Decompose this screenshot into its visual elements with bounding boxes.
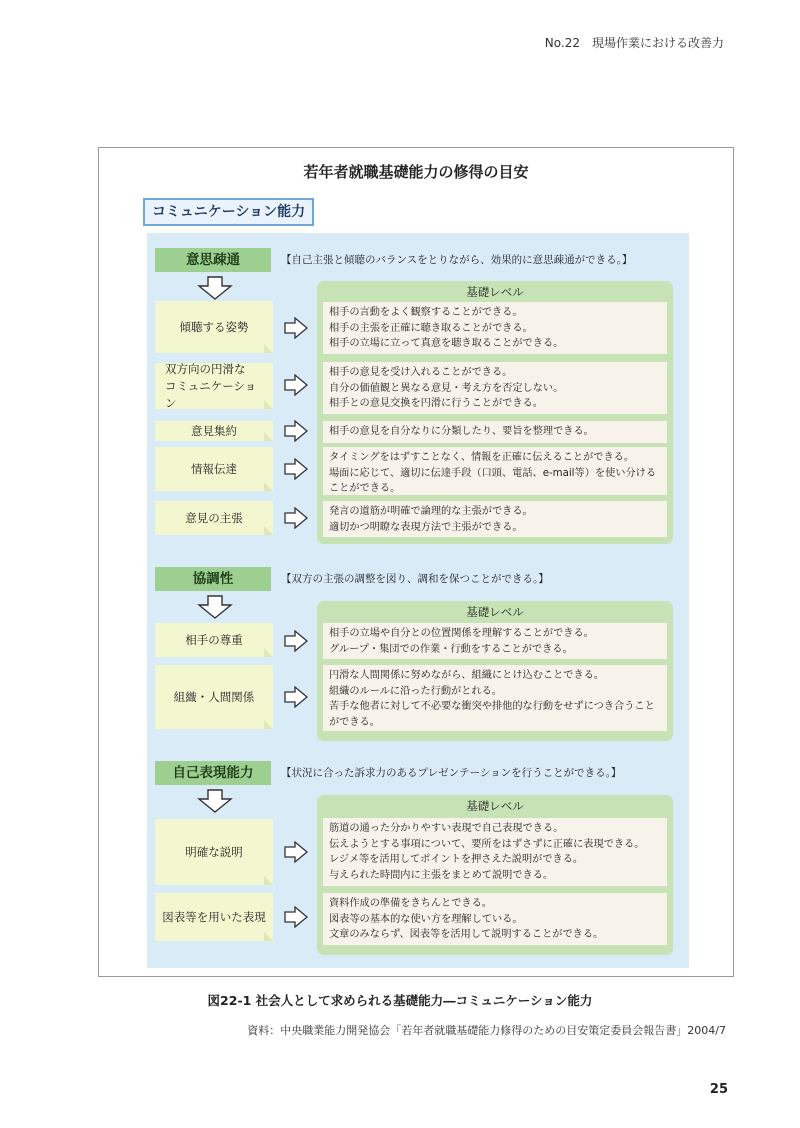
- skill-item: [155, 447, 273, 491]
- description-line: 発言の道筋が明確で論理的な主張ができる。: [329, 506, 533, 517]
- source-note: 資料：中央職業能力開発協会「若年者就職基礎能力修得のための目安策定委員会報告書」2004/7: [247, 1024, 726, 1037]
- description-line: タイミングをはずすことなく、情報を正確に伝えることができる。: [329, 452, 635, 463]
- skills-panel: [147, 233, 689, 968]
- skill-description: [323, 893, 667, 945]
- skill-description: [323, 421, 667, 443]
- skill-name: 相手の尊重: [185, 632, 243, 647]
- right-arrow-icon: [284, 507, 308, 529]
- skill-item: [155, 665, 273, 729]
- section-description: 【双方の主張の調整を図り、調和を保つことができる。】: [281, 573, 549, 585]
- figure-title: 若年者就職基礎能力の修得の目安: [303, 163, 529, 181]
- description-line: 円滑な人間関係に努めながら、組織にとけ込むことできる。: [329, 670, 605, 681]
- section-description: 【状況に合った訴求力のあるプレゼンテーションを行うことができる。】: [281, 767, 622, 779]
- section-label-cooperation: 協調性: [155, 567, 271, 591]
- skill-description: [323, 665, 667, 731]
- skill-name: 傾聴する姿勢: [179, 319, 249, 334]
- skill-name: 意見の主張: [185, 510, 243, 525]
- skill-description: [323, 501, 667, 537]
- description-line: レジメ等を活用してポイントを押さえた説明ができる。: [329, 854, 584, 865]
- description-line: 相手との意見交換を円滑に行うことができる。: [329, 398, 543, 409]
- description-line: 伝えようとする事項について、要所をはずさずに正確に表現できる。: [329, 838, 645, 850]
- description-line: 組織のルールに沿った行動がとれる。: [329, 685, 502, 697]
- skill-item: [155, 893, 273, 941]
- section-label-self-expression: 自己表現能力: [155, 761, 271, 785]
- figure-caption: 図22-1 社会人として求められる基礎能力―コミュニケーション能力: [207, 993, 593, 1008]
- skill-item: [155, 363, 273, 409]
- category-label: コミュニケーション能力: [143, 198, 314, 226]
- right-arrow-icon: [284, 630, 308, 652]
- skill-description: [323, 362, 667, 414]
- section-description: 【自己主張と傾聴のバランスをとりながら、効果的に意思疎通ができる。】: [281, 254, 633, 266]
- skill-name: 情報伝達: [191, 461, 237, 476]
- skill-name: 意見集約: [191, 423, 237, 438]
- figure-frame: [98, 147, 734, 977]
- description-line: 適切かつ明瞭な表現方法で主張ができる。: [329, 521, 523, 533]
- skill-item: [155, 301, 273, 353]
- right-arrow-icon: [284, 420, 308, 442]
- description-line: 自分の価値観と異なる意見・考え方を否定しない。: [329, 382, 564, 394]
- skill-name: 図表等を用いた表現: [162, 909, 266, 924]
- skill-item: [155, 623, 273, 657]
- skill-description: [323, 623, 667, 659]
- description-line: 資料作成の準備をきちんとできる。: [329, 898, 492, 909]
- skill-description: [323, 302, 667, 354]
- description-line: 相手の意見を受け入れることができる。: [329, 367, 513, 378]
- description-line: グループ・集団での作業・行動をすることができる。: [329, 643, 573, 655]
- description-line: 場面に応じて、適切に伝達手段（口頭、電話、e-mail等）を使い分けることができる。: [329, 467, 657, 494]
- description-line: 与えられた時間内に主張をまとめて説明できる。: [329, 869, 554, 881]
- skill-name: 明確な説明: [185, 844, 243, 859]
- right-arrow-icon: [284, 317, 308, 339]
- right-arrow-icon: [284, 374, 308, 396]
- down-arrow-icon: [197, 595, 233, 619]
- skill-description: [323, 447, 667, 495]
- basic-level-heading: 基礎レベル: [466, 285, 524, 299]
- skill-item: [155, 421, 273, 441]
- skill-description: [323, 818, 667, 886]
- right-arrow-icon: [284, 458, 308, 480]
- description-line: 文章のみならず、図表等を活用して説明することができる。: [329, 929, 604, 940]
- running-header: No.22 現場作業における改善力: [544, 36, 724, 50]
- description-line: 相手の主張を正確に聴き取ることができる。: [329, 322, 533, 334]
- description-line: 相手の言動をよく観察することができる。: [329, 307, 523, 318]
- right-arrow-icon: [284, 841, 308, 863]
- description-line: 相手の立場や自分との位置関係を理解することができる。: [329, 628, 594, 639]
- down-arrow-icon: [197, 789, 233, 813]
- right-arrow-icon: [284, 906, 308, 928]
- basic-level-heading: 基礎レベル: [466, 799, 524, 813]
- skill-name: 双方向の円滑な コミュニケーション: [165, 361, 257, 410]
- section-label-communication: 意思疎通: [155, 248, 271, 272]
- skill-item: [155, 819, 273, 885]
- description-line: 相手の立場に立って真意を聴き取ることができる。: [329, 338, 564, 349]
- page-number: 25: [709, 1082, 728, 1097]
- description-line: 相手の意見を自分なりに分類したり、要旨を整理できる。: [329, 426, 594, 437]
- description-line: 図表等の基本的な使い方を理解している。: [329, 913, 523, 925]
- basic-level-heading: 基礎レベル: [466, 605, 524, 619]
- description-line: 筋道の通った分かりやすい表現で自己表現できる。: [329, 823, 564, 834]
- description-line: 苦手な他者に対して不必要な衝突や排他的な行動をせずにつき合うことができる。: [329, 701, 655, 728]
- skill-item: [155, 501, 273, 535]
- down-arrow-icon: [197, 276, 233, 300]
- right-arrow-icon: [284, 686, 308, 708]
- skill-name: 組織・人間関係: [173, 689, 255, 704]
